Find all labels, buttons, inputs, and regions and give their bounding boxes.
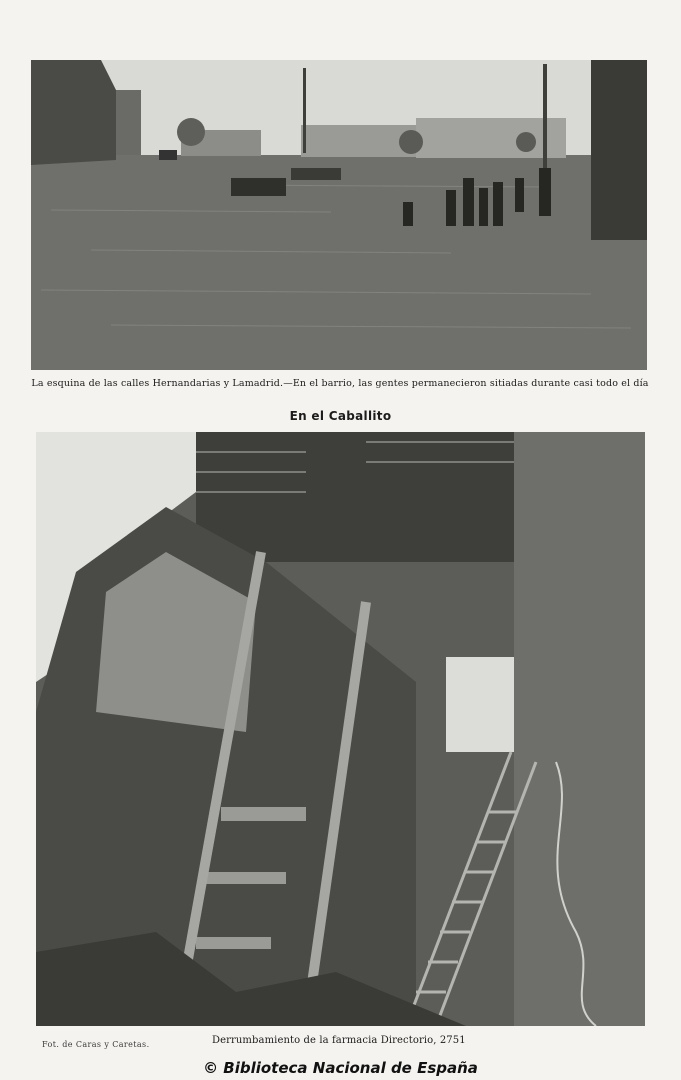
collapsed-pharmacy-photo	[36, 432, 645, 1026]
photo-credit: Fot. de Caras y Caretas.	[42, 1040, 150, 1049]
library-watermark: © Biblioteca Nacional de España	[203, 1059, 478, 1077]
section-heading: En el Caballito	[289, 409, 392, 423]
bottom-photo-caption: Derrumbamiento de la farmacia Directorio, 2751	[212, 1035, 466, 1046]
top-photo-caption: La esquina de las calles Hernandarias y Lamadrid.—En el barrio, las gentes permanecieron sitiadas durante casi todo el día	[31, 378, 649, 389]
flooded-street-photo	[31, 60, 647, 370]
